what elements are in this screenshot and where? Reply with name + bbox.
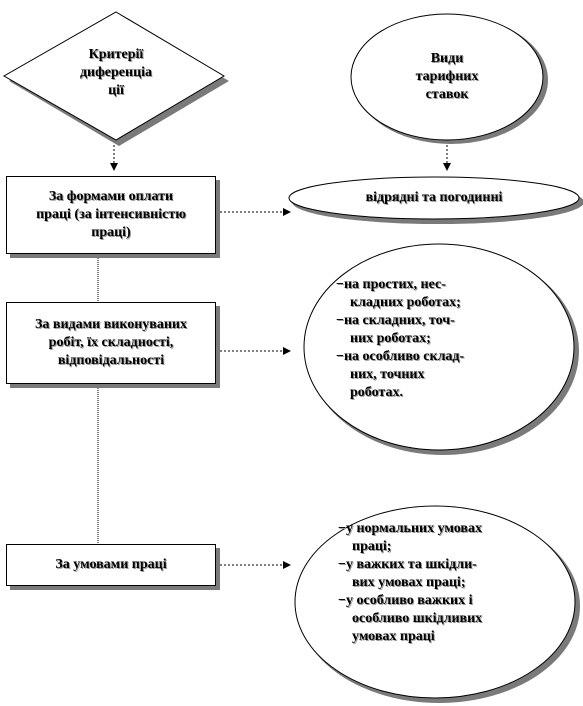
wt3-line-3: роботах.: [350, 385, 403, 400]
conditions-list: [338, 520, 538, 646]
box1-line-2: праці (за інтенсивністю: [36, 207, 186, 222]
work-types-item: [336, 348, 536, 402]
box2-line-1: За видами виконуваних: [35, 317, 187, 332]
work-types-list: [336, 276, 536, 402]
c1-line-1: у нормальних умовах: [345, 521, 482, 536]
c3-line-1: у особливо важких і: [345, 593, 473, 608]
wt3-line-1: на особливо склад-: [343, 349, 465, 364]
conditions-item: [338, 556, 538, 592]
types-line-3: ставок: [425, 87, 469, 102]
criteria-line-1: Критерії: [88, 47, 144, 62]
box2-line-2: робіт, їх складності,: [48, 335, 174, 350]
criteria-diamond-label: [64, 46, 168, 100]
box1-line-3: праці): [91, 225, 131, 240]
wt2-line-1: на складних, точ-: [343, 313, 455, 328]
work-types-item: [336, 312, 536, 348]
dash-3: −: [336, 349, 344, 364]
box-forms-of-pay: [6, 176, 216, 254]
c2-line-1: у важких та шкідли-: [345, 557, 477, 572]
wt3-line-2: них, точних: [350, 367, 425, 382]
box-working-conditions: [6, 544, 216, 586]
tariff-types-label: [387, 50, 507, 104]
c1-line-2: праці;: [352, 539, 392, 554]
wt1-line-1: на простих, нес-: [343, 277, 446, 292]
criteria-line-3: ції: [108, 83, 124, 98]
dash-2: −: [336, 313, 344, 328]
box-work-types: [6, 302, 216, 384]
dash-6: −: [338, 593, 346, 608]
work-types-item: [336, 276, 536, 312]
conditions-item: [338, 520, 538, 556]
box2-line-3: відповідальності: [57, 353, 165, 368]
dash-5: −: [338, 557, 346, 572]
types-line-2: тарифних: [415, 69, 479, 84]
dash-1: −: [336, 277, 344, 292]
box1-line-1: За формами оплати: [48, 189, 174, 204]
c3-line-3: умовах праці: [352, 629, 435, 644]
wt1-line-2: кладних роботах;: [350, 295, 461, 310]
dash-4: −: [338, 521, 346, 536]
box3-line-1: За умовами праці: [55, 557, 167, 572]
types-line-1: Види: [430, 51, 464, 66]
c2-line-2: вих умовах праці;: [352, 575, 466, 590]
wt2-line-2: них роботах;: [350, 331, 431, 346]
c3-line-2: особливо шкідливих: [352, 611, 483, 626]
forms-result-label: відрядні та погодинні: [365, 190, 503, 205]
conditions-item: [338, 592, 538, 646]
criteria-line-2: диференціа: [79, 65, 153, 80]
